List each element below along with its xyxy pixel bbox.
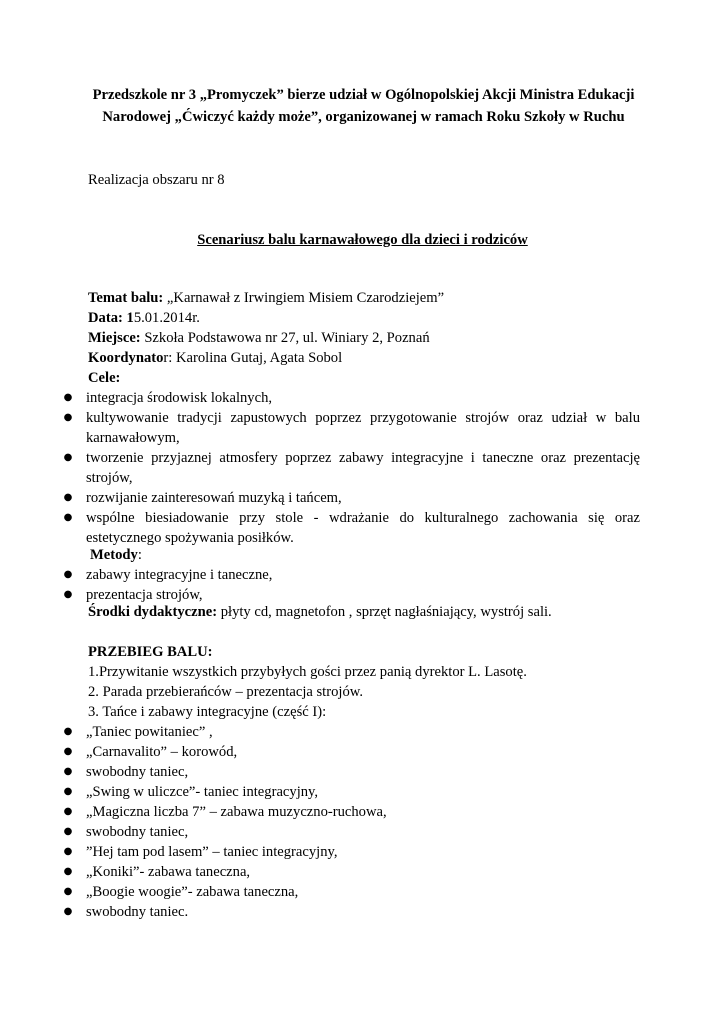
bullet-icon: ●: [63, 746, 73, 757]
course-step: 1.Przywitanie wszystkich przybyłych gości przez panią dyrektor L. Lasotę.: [88, 664, 527, 680]
list-item: [0, 822, 640, 842]
means-line: [88, 602, 640, 622]
date-value: 5.01.2014r.: [133, 310, 200, 326]
document-heading: [70, 84, 657, 128]
goals-list: [0, 388, 725, 548]
topic-value: „Karnawał z Irwingiem Misiem Czarodziejem”: [163, 290, 445, 306]
coordinator-label: Koordynato: [88, 350, 164, 366]
place-value: Szkoła Podstawowa nr 27, ul. Winiary 2, Poznań: [140, 330, 430, 346]
list-item: [0, 782, 640, 802]
list-item: [0, 762, 640, 782]
goal-text: tworzenie przyjaznej atmosfery poprzez zabawy integracyjne i taneczne oraz prezentację: [86, 450, 640, 466]
method-text: prezentacja strojów,: [86, 587, 203, 603]
bullet-icon: ●: [63, 846, 73, 857]
topic-line: [88, 288, 640, 308]
list-item: [0, 722, 640, 742]
dance-text: „Swing w uliczce”- taniec integracyjny,: [86, 784, 319, 800]
scenario-title: Scenariusz balu karnawałowego dla dzieci i rodziców: [197, 232, 528, 248]
dance-text: „Boogie woogie”- zabawa taneczna,: [86, 884, 299, 900]
bullet-icon: ●: [63, 726, 73, 737]
means-value: płyty cd, magnetofon , sprzęt nagłaśniający, wystrój sali.: [217, 604, 552, 620]
place-label: Miejsce:: [88, 330, 141, 346]
bullet-icon: ●: [63, 806, 73, 817]
goal-text: rozwijanie zainteresowań muzyką i tańcem,: [86, 490, 342, 506]
list-item: [0, 488, 640, 508]
bullet-icon: ●: [63, 766, 73, 777]
list-item: [0, 565, 640, 585]
dances-list: [0, 722, 725, 922]
list-item: [0, 408, 640, 448]
methods-label: Metody: [90, 547, 138, 563]
dance-text: „Magiczna liczba 7” – zabawa muzyczno-ruchowa,: [86, 804, 387, 820]
coordinator-line: [88, 348, 640, 368]
course-block: [88, 642, 640, 722]
course-step: 3. Tańce i zabawy integracyjne (część I):: [88, 704, 327, 720]
dance-text: „Koniki”- zabawa taneczna,: [86, 864, 251, 880]
goals-label: Cele:: [88, 370, 121, 386]
course-step: 2. Parada przebierańców – prezentacja strojów.: [88, 684, 363, 700]
bullet-icon: ●: [63, 866, 73, 877]
goal-text-cont: karnawałowym,: [86, 430, 180, 446]
bullet-icon: ●: [63, 886, 73, 897]
list-item: [0, 508, 640, 548]
dance-text: swobodny taniec,: [86, 764, 189, 780]
course-heading: PRZEBIEG BALU:: [88, 644, 213, 660]
coordinator-value: r: Karolina Gutaj, Agata Sobol: [163, 350, 343, 366]
list-item: [0, 388, 640, 408]
list-item: [0, 448, 640, 488]
bullet-icon: ●: [63, 906, 73, 917]
dance-text: swobodny taniec.: [86, 904, 189, 920]
methods-heading: [88, 545, 640, 565]
list-item: [0, 802, 640, 822]
method-text: zabawy integracyjne i taneczne,: [86, 567, 273, 583]
bullet-icon: ●: [63, 826, 73, 837]
goal-text: integracja środowisk lokalnych,: [86, 390, 273, 406]
date-label: Data: 1: [88, 310, 134, 326]
bullet-icon: ●: [63, 512, 73, 523]
date-line: [88, 308, 640, 328]
dance-text: swobodny taniec,: [86, 824, 189, 840]
means-label: Środki dydaktyczne:: [88, 604, 218, 620]
goal-text: wspólne biesiadowanie przy stole - wdrażanie do kulturalnego zachowania się oraz: [86, 510, 640, 526]
list-item: [0, 842, 640, 862]
methods-list: [0, 565, 725, 605]
bullet-icon: ●: [63, 786, 73, 797]
place-line: [88, 328, 640, 348]
info-block: [88, 288, 640, 388]
bullet-icon: ●: [63, 589, 73, 600]
goal-text: kultywowanie tradycji zapustowych poprzez przygotowanie strojów oraz udział w balu: [86, 410, 640, 426]
list-item: [0, 862, 640, 882]
dance-text: „Taniec powitaniec” ,: [86, 724, 213, 740]
bullet-icon: ●: [63, 452, 73, 463]
goal-text-cont: strojów,: [86, 470, 133, 486]
goal-text-cont: estetycznego spożywania posiłków.: [86, 530, 294, 546]
area-label: Realizacja obszaru nr 8: [88, 172, 225, 188]
dance-text: ”Hej tam pod lasem” – taniec integracyjny,: [86, 844, 338, 860]
heading-line-2: Narodowej „Ćwiczyć każdy może”, organizowanej w ramach Roku Szkoły w Ruchu: [102, 109, 625, 125]
bullet-icon: ●: [63, 412, 73, 423]
list-item: [0, 882, 640, 902]
bullet-icon: ●: [63, 492, 73, 503]
bullet-icon: ●: [63, 569, 73, 580]
list-item: [0, 902, 640, 922]
bullet-icon: ●: [63, 392, 73, 403]
methods-colon: :: [137, 547, 142, 563]
dance-text: „Carnavalito” – korowód,: [86, 744, 238, 760]
heading-line-1: Przedszkole nr 3 „Promyczek” bierze udział w Ogólnopolskiej Akcji Ministra Edukacji: [92, 87, 635, 103]
topic-label: Temat balu:: [88, 290, 164, 306]
list-item: [0, 742, 640, 762]
